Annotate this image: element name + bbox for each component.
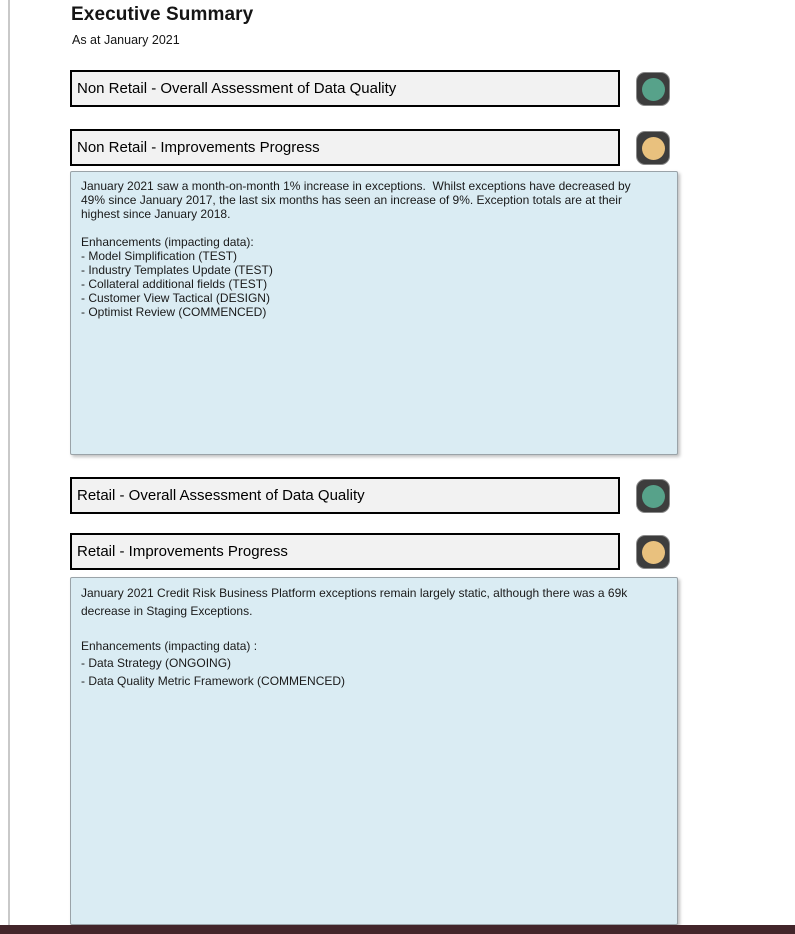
panel-paragraph: January 2021 saw a month-on-month 1% increase in exceptions. Whilst exceptions have decreased by 49% since January 2017, the last six months has seen an increase of 9%. Exception totals are at their highest since January 2018. <box>81 179 634 221</box>
section-header-label: Retail - Improvements Progress <box>77 543 288 560</box>
green-status-icon <box>642 78 665 101</box>
enhancements-label: Enhancements (impacting data) : <box>81 638 258 653</box>
enhancement-item: - Optimist Review (COMMENCED) <box>81 305 267 319</box>
section-header-label: Retail - Overall Assessment of Data Quality <box>77 487 365 504</box>
page-title: Executive Summary <box>71 4 254 25</box>
panel-retail-progress <box>70 577 678 925</box>
enhancement-item: - Industry Templates Update (TEST) <box>81 263 273 277</box>
status-light-retail-progress <box>636 535 670 569</box>
enhancement-item: - Data Strategy (ONGOING) <box>81 656 232 670</box>
section-header-label: Non Retail - Overall Assessment of Data Quality <box>77 80 397 97</box>
status-light-non-retail-progress <box>636 131 670 165</box>
panel-non-retail-progress <box>70 171 678 455</box>
enhancement-item: - Customer View Tactical (DESIGN) <box>81 291 270 305</box>
section-header-retail-overall <box>70 477 620 514</box>
enhancement-item: - Data Quality Metric Framework (COMMENCED) <box>81 673 346 688</box>
status-light-non-retail-overall <box>636 72 670 106</box>
section-header-label: Non Retail - Improvements Progress <box>77 139 320 156</box>
enhancement-item: - Model Simplification (TEST) <box>81 249 238 263</box>
page-subtitle: As at January 2021 <box>72 33 180 47</box>
section-header-non-retail-progress <box>70 129 620 166</box>
enhancement-item: - Collateral additional fields (TEST) <box>81 277 268 291</box>
enhancements-label: Enhancements (impacting data): <box>81 235 254 249</box>
amber-status-icon <box>642 137 665 160</box>
green-status-icon <box>642 485 665 508</box>
status-light-retail-overall <box>636 479 670 513</box>
panel-paragraph: January 2021 Credit Risk Business Platform exceptions remain largely static, although there was a 69k decrease in Staging Exceptions. <box>81 586 631 618</box>
section-header-retail-progress <box>70 533 620 570</box>
footer-accent-bar <box>0 925 795 934</box>
page-left-edge-rule <box>8 0 10 925</box>
amber-status-icon <box>642 541 665 564</box>
section-header-non-retail-overall <box>70 70 620 107</box>
